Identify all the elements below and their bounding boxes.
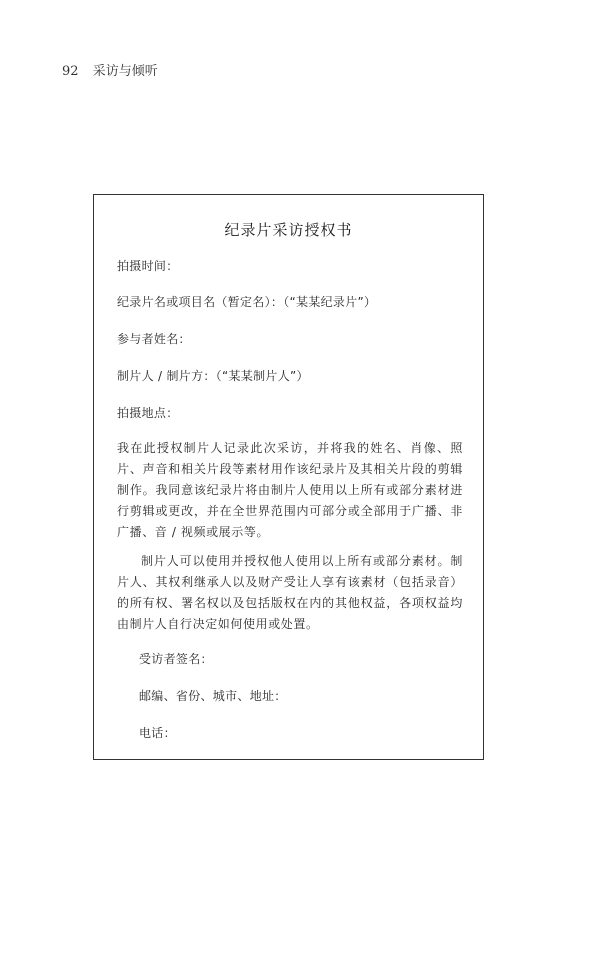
page-number: 92 <box>62 64 79 79</box>
running-head <box>62 60 158 79</box>
participant-name-field: 参与者姓名： <box>117 332 191 346</box>
phone-field: 电话： <box>139 726 176 740</box>
authorization-paragraph: 我在此授权制片人记录此次采访，并将我的姓名、肖像、照片、声音和相关片段等素材用作该纪录片及其相关片段的剪辑制作。我同意该纪录片将由制片人使用以上所有或部分素材进行剪辑或更改，并在全世界范围内可部分或全部用于广播、非广播、音 / 视频或展示等。 <box>117 441 463 539</box>
project-name-field: 纪录片名或项目名（暂定名）：（“某某纪录片”） <box>117 295 377 309</box>
address-field: 邮编、省份、城市、地址： <box>139 689 287 703</box>
form-title: 纪录片采访授权书 <box>224 221 353 239</box>
authorization-form <box>93 194 484 760</box>
producer-field: 制片人 / 制片方：（“某某制片人”） <box>117 369 309 383</box>
book-title: 采访与倾听 <box>92 64 158 79</box>
shoot-location-field: 拍摄地点： <box>117 406 179 420</box>
shoot-time-field: 拍摄时间： <box>117 259 179 273</box>
rights-paragraph: 制片人可以使用并授权他人使用以上所有或部分素材。制片人、其权利继承人以及财产受让人享有该素材（包括录音）的所有权、署名权以及包括版权在内的其他权益，各项权益均由制片人自行决定如何使用或处置。 <box>117 554 463 631</box>
interviewee-signature-field: 受访者签名： <box>139 652 213 666</box>
